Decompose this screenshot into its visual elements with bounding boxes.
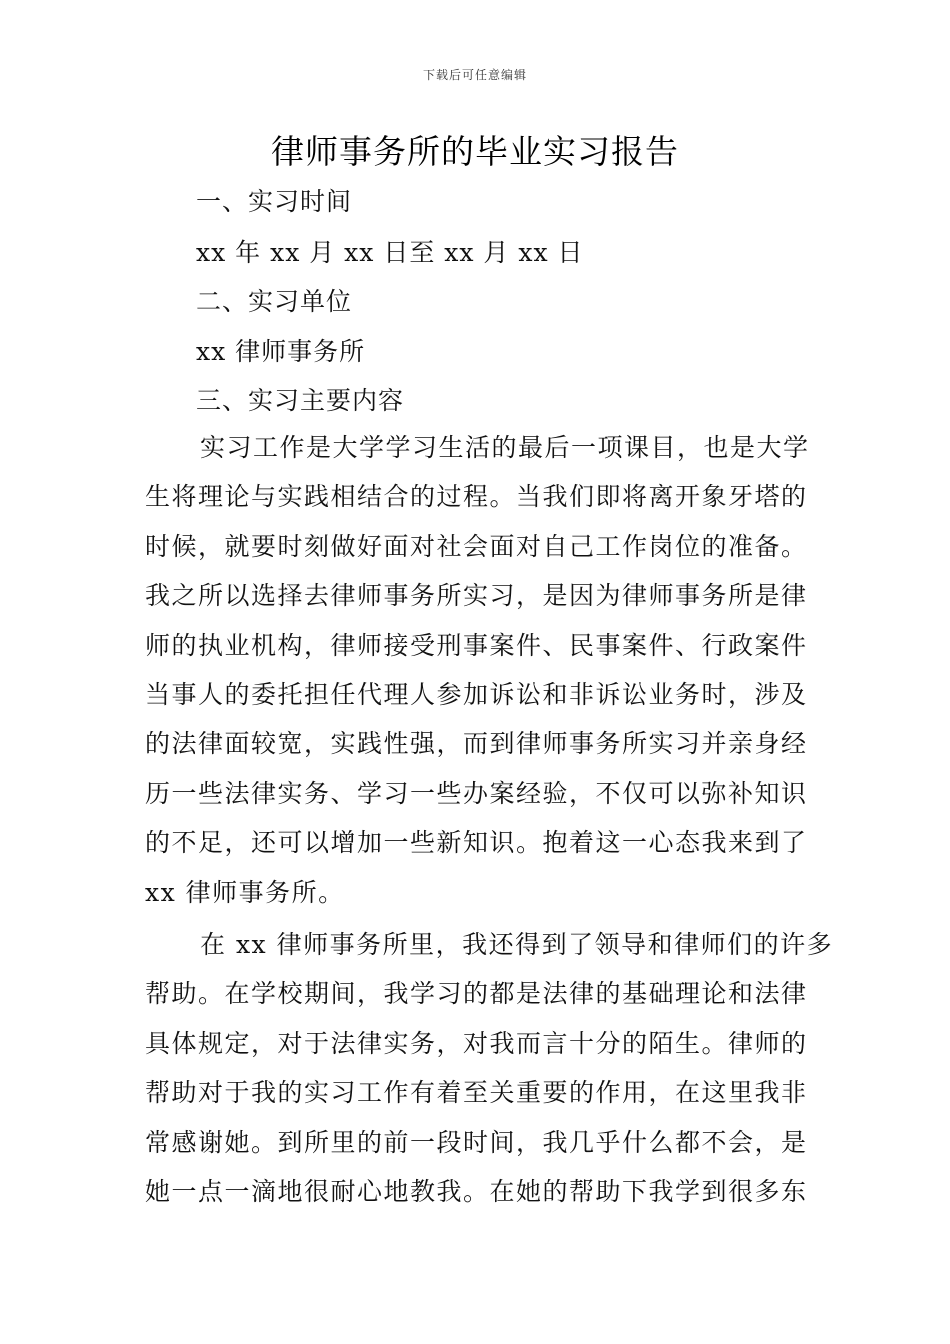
section-value-time: xx 年 xx 月 xx 日至 xx 月 xx 日	[196, 238, 584, 267]
document-title: 律师事务所的毕业实习报告	[271, 132, 679, 171]
body-paragraph-1	[145, 423, 810, 917]
paragraph-line: 师的执业机构，律师接受刑事案件、民事案件、行政案件	[145, 630, 808, 660]
section-heading-unit: 二、实习单位	[196, 287, 353, 316]
section-heading-content: 三、实习主要内容	[196, 386, 405, 415]
paragraph-line: 我之所以选择去律师事务所实习，是因为律师事务所是律	[145, 581, 808, 611]
paragraph-line: 实习工作是大学学习生活的最后一项课目，也是大学	[200, 433, 810, 462]
paragraph-line: 帮助。在学校期间，我学习的都是法律的基础理论和法律	[145, 979, 808, 1009]
body-paragraph-2	[145, 920, 834, 1216]
section-heading-time: 一、实习时间	[196, 187, 353, 216]
paragraph-line: xx 律师事务所。	[145, 877, 345, 907]
paragraph-line: 生将理论与实践相结合的过程。当我们即将离开象牙塔的	[145, 482, 808, 512]
paragraph-line: 当事人的委托担任代理人参加诉讼和非诉讼业务时，涉及	[145, 680, 808, 710]
paragraph-line: 帮助对于我的实习工作有着至关重要的作用，在这里我非	[145, 1078, 808, 1108]
section-value-unit: xx 律师事务所	[196, 337, 366, 366]
paragraph-line: 的法律面较宽，实践性强，而到律师事务所实习并亲身经	[145, 729, 808, 759]
paragraph-line: 时候，就要时刻做好面对社会面对自己工作岗位的准备。	[145, 531, 808, 561]
paragraph-line: 的不足，还可以增加一些新知识。抱着这一心态我来到了	[145, 828, 808, 858]
paragraph-line: 具体规定，对于法律实务，对我而言十分的陌生。律师的	[145, 1028, 808, 1058]
paragraph-line: 她一点一滴地很耐心地教我。在她的帮助下我学到很多东	[145, 1177, 808, 1207]
page-header-note: 下载后可任意编辑	[422, 68, 527, 82]
paragraph-line: 历一些法律实务、学习一些办案经验，不仅可以弥补知识	[145, 778, 808, 808]
paragraph-line: 在 xx 律师事务所里，我还得到了领导和律师们的许多	[200, 930, 834, 959]
paragraph-line: 常感谢她。到所里的前一段时间，我几乎什么都不会，是	[145, 1127, 808, 1157]
